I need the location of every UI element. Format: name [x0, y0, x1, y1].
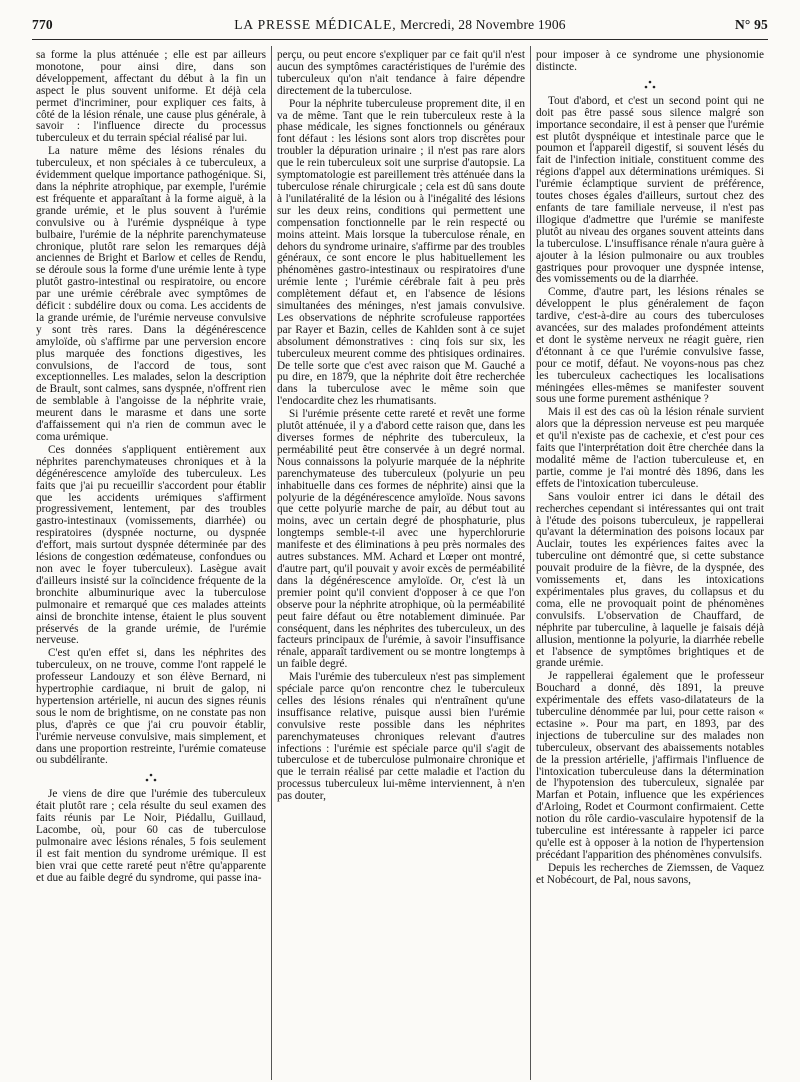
continued-paragraph: pour imposer à ce syndrome une physionomie distincte. [536, 50, 764, 73]
running-title [32, 17, 768, 33]
text-column-3 [536, 50, 764, 1080]
paragraph: Sans vouloir entrer ici dans le détail des recherches cependant si intéressantes qui ont trait à l'étude des poisons tuberculeux, je rappellerai qu'avant la détermination des poisons locaux par Auclair, toutes les expériences faites avec la tuberculine ont démontré que, si cette substance pouvait produire de la fièvre, de la dyspnée, des vomissements et, dans les intoxications expérimentales plus graves, du collapsus et du coma, elle ne provoquait point de phénomènes convulsifs. L'observation de Chauffard, de néphrite par tuberculine, à laquelle je faisais déjà allusion, mentionne la polyurie, la diarrhée rebelle et l'absence de symptômes brightiques et de grande urémie. [536, 490, 764, 670]
paragraph: Mais il est des cas où la lésion rénale survient alors que la dépression nerveuse est peu marquée et qu'il n'existe pas de cachexie, et c'est pour ces faits que l'interprétation doit être cherchée dans la modalité même de l'action tuberculeuse et, en partie, comme je l'ai montré dès 1896, dans les effets de l'intoxication tuberculeuse. [536, 406, 764, 490]
paragraph: Je viens de dire que l'urémie des tuberculeux était plutôt rare ; cela résulte du seul examen des faits réunis par Le Noir, Piédallu, Guillaud, Lacombe, où, pour 60 cas de tuberculose pulmonaire avec lésions rénales, 5 fois seulement il est fait mention du syndrome urémique. Il est bien vrai que cette rareté peut n'être qu'apparente et due au faible degré du syndrome, qui passe ina- [36, 788, 266, 884]
paragraph: Tout d'abord, et c'est un second point qui ne doit pas être passé sous silence malgré son importance secondaire, il est à penser que l'urémie est plutôt dyspnéique et intestinale parce que le poumon et l'appareil digestif, si souvent lésés du fait de l'infection initiale, constituent comme des régions d'appel aux déterminations urémiques. Si l'urémie éclamptique survient de préférence, toutes choses égales d'ailleurs, surtout chez des enfants de tare familiale nerveuse, il n'est pas illogique d'admettre que l'urémie se manifeste plutôt au niveau des organes souvent atteints dans la tuberculose. L'insuffisance rénale n'aura guère à ajouter à la lésion pulmonaire ou aux troubles gastriques pour provoquer une dyspnée intense, des vomissements ou de la diarrhée. [536, 94, 764, 286]
paragraph: Ces données s'appliquent entièrement aux néphrites parenchymateuses chroniques et à la dégénérescence amyloïde des tuberculeux. Les faits que j'ai pu recueillir s'accordent pour établir que les accidents urémiques s'affirment progressivement, lentement, par des troubles gastro-intestinaux (vomissements, diarrhée) ou respiratoires (dyspnée nocturne, ou dyspnée d'effort, mais surtout dyspnée déterminée par des lésions de congestion œdémateuse, confondues ou non avec le foyer tuberculeux). Lasègue avait d'ailleurs insisté sur la coïncidence fréquente de la bronchite albuminurique avec la tuberculose pulmonaire et remarqué que ces malades atteints ainsi de bronchite intense, étaient le plus souvent préservés de la grande urémie, de l'urémie nerveuse. [36, 443, 266, 647]
paragraph: Depuis les recherches de Ziemssen, de Vaquez et Nobécourt, de Pal, nous savons, [536, 861, 764, 886]
continued-paragraph: sa forme la plus atténuée ; elle est par ailleurs monotone, pour ainsi dire, dans son développement, affectant du début à la fin un aspect le plus souvent uniforme. Et déjà cela permet d'incriminer, pour expliquer ces faits, à côté de la lésion rénale, une cause plus générale, à savoir : l'influence directe du processus tuberculeux et du terrain spécial réalisé par lui. [36, 50, 266, 145]
issue-date: Mercredi, 28 Novembre 1906 [400, 17, 566, 32]
paragraph: Mais l'urémie des tuberculeux n'est pas simplement spéciale parce qu'on rencontre chez le tuberculeux celles des lésions rénales qui n'entraînent qu'une insuffisance relative, puisque aussi bien l'urémie convulsive reste possible dans les néphrites parenchymateuses chroniques relevant d'autres infections : l'urémie est spéciale parce qu'il s'agit de tuberculose et de tuberculose pulmonaire chronique et que le terrain réalisé par cette maladie et l'action du processus tuberculeux lui-même interviennent, à n'en pas douter, [277, 671, 525, 803]
column-divider [530, 46, 531, 1080]
paragraph: La nature même des lésions rénales du tuberculeux, et non spéciales à ce tuberculeux, a évidemment quelque importance pathogénique. Si, dans la néphrite atrophique, par exemple, l'urémie est fréquente et apparaîtant à la forme aiguë, à la grande urémie, et le plus souvent à l'urémie convulsive ou à l'urémie dyspnéique à type bulbaire, l'urémie de la néphrite parenchymateuse chronique, plutôt rare selon les remarques déjà anciennes de Bright et Barlow et celles de Rendu, se déroule sous la forme d'une urémie lente à type plutôt gastro-intestinal ou respiratoire, ou encore par une urémie cérébrale avec symptômes de déficit : subdélire doux ou coma. Les accidents de la grande urémie, de l'urémie nerveuse convulsive y sont très rares. Dans la dégénérescence amyloïde, où s'affirme par une perversion encore plus marquée des fonctions digestives, les convulsions, de l'accord de tous, sont exceptionnelles. Les malades, selon la description de Brault, sont calmes, sans dyspnée, n'offrent rien de semblable à l'angoisse de la néphrite vraie, meurent dans le marasme et dans une sorte d'affaissement qui n'a rien de commun avec le coma urémique. [36, 145, 266, 443]
issue-number: N° 95 [734, 17, 768, 32]
paragraph: Comme, d'autre part, les lésions rénales se développent le plus généralement de façon tardive, c'est-à-dire au cours des tuberculoses avancées, sur des malades profondément atteints et dont le système nerveux ne réagit guère, rien d'étonnant à ce que l'urémie convulsive fasse, pour ce motif, défaut. Ne voyons-nous pas chez les tuberculeux cachectiques les localisations méningées elles-mêmes se manifester souvent sous une forme purement asthénique ? [536, 286, 764, 406]
publication-name: LA PRESSE MÉDICALE, [234, 17, 397, 32]
page-number: 770 [32, 17, 53, 32]
paragraph: C'est qu'en effet si, dans les néphrites des tuberculeux, on ne trouve, comme l'ont rappelé le professeur Landouzy et son élève Bernard, ni hypertrophie cardiaque, ni bruit de galop, ni hypertension artérielle, ni aucun des signes réunis sous le nom de brightisme, on ne constate pas non plus, d'après ce que j'ai cru pouvoir établir, l'urémie nerveuse convulsive, mais simplement, et dans une proportion restreinte, l'urémie comateuse ou subdélirante. [36, 647, 266, 767]
paragraph: Si l'urémie présente cette rareté et revêt une forme plutôt atténuée, il y a d'abord cette raison que, dans les diverses formes de néphrite des tuberculeux, la perméabilité peut être conservée à un degré normal. Nous connaissons la polyurie marquée de la néphrite parenchymateuse des tuberculeux (polyurie un peu inhabituelle dans ces formes de néphrite) ainsi que la polyurie de la dégénérescence amyloïde. Nous savons que cette polyurie marche de pair, au début tout au moins, avec un certain degré de phosphaturie, plus longtemps semble-t-il avec une hyperchlorurie manifeste et des éliminations à peu près normales des autres substances. MM. Achard et Lœper ont montré, d'autre part, qu'il pouvait y avoir excès de perméabilité dans la dégénérescence amyloïde. Or, c'est là un premier point qu'il convient d'opposer à ce que l'on observe pour la néphrite atrophique, où la perméabilité peut faire défaut ou être notablement diminuée. Par conséquent, dans les néphrites des tuberculeux, un des facteurs principaux de l'urémie, à savoir l'insuffisance rénale, apparaît tardivement ou se montre longtemps à un faible degré. [277, 408, 525, 671]
column-divider [271, 46, 272, 1080]
paragraph: Pour la néphrite tuberculeuse proprement dite, il en va de même. Tant que le rein tuberculeux reste à la phase médicale, les signes fonctionnels ou généraux font défaut : les lésions sont alors trop discrètes pour troubler la dépuration urinaire ; il n'est pas rare alors que le rein tuberculeux soit une surprise d'autopsie. La symptomatologie est pareillement très atténuée dans la tuberculose rénale chirurgicale ; cela est dû sans doute à l'unilatéralité de la lésion ou à l'inégalité des lésions sur les deux reins, conditions qui permettent une compensation fonctionnelle par le rein respecté ou moins atteint. Mais lorsque la tuberculose rénale, en dehors du syndrome urinaire, s'affirme par des troubles généraux, ce sont encore le plus habituellement les phénomènes gastro-intestinaux ou respiratoires d'une urémie lente ; l'urémie cérébrale fait à peu près complètement défaut et, en l'absence de lésions simultanées des méninges, n'est jamais convulsive. Les observations de néphrite scrofuleuse rapportées par Rayer et Bazin, celles de Kahlden sont à ce sujet absolument démonstratives : cinq fois sur six, les tuberculeux meurent comme des phtisiques ordinaires. De telle sorte que c'est avec raison que M. Gauché a pu dire, en 1879, que la néphrite doit être recherchée dans la tuberculose avec le même soin que l'endocardite chez les rhumatisants. [277, 97, 525, 408]
section-break-asterism-icon [144, 773, 158, 782]
text-column-2 [277, 50, 525, 1080]
page-header [32, 17, 768, 40]
text-column-1 [36, 50, 266, 1080]
paragraph: Je rappellerai également que le professeur Bouchard a donné, dès 1891, la preuve expérimentale des effets vaso-dilatateurs de la tuberculine dénommée par lui, pour cette raison « ectasine ». Pour ma part, en 1893, par des injections de tuberculine sur des malades non tuberculeux, observant des abaissements notables de la pression artérielle, j'affirmais l'influence de l'intoxication tuberculeuse dans la détermination de l'hypotension des tuberculeux, signalée par Marfan et Potain, influence que les expériences d'Arloing, Rodet et Courmont confirmaient. Cette notion du rôle cardio-vasculaire hypotensif de la tuberculine est intéressante à rappeler ici parce qu'elle est à opposer à la notion de l'hypertension précédant l'apparition des phénomènes convulsifs. [536, 670, 764, 861]
continued-paragraph: perçu, ou peut encore s'expliquer par ce fait qu'il n'est aucun des symptômes caractéristiques de l'urémie des tuberculeux qu'on n'ait tendance à faire dépendre directement de la tuberculose. [277, 50, 525, 97]
section-break-asterism-icon [643, 80, 657, 89]
